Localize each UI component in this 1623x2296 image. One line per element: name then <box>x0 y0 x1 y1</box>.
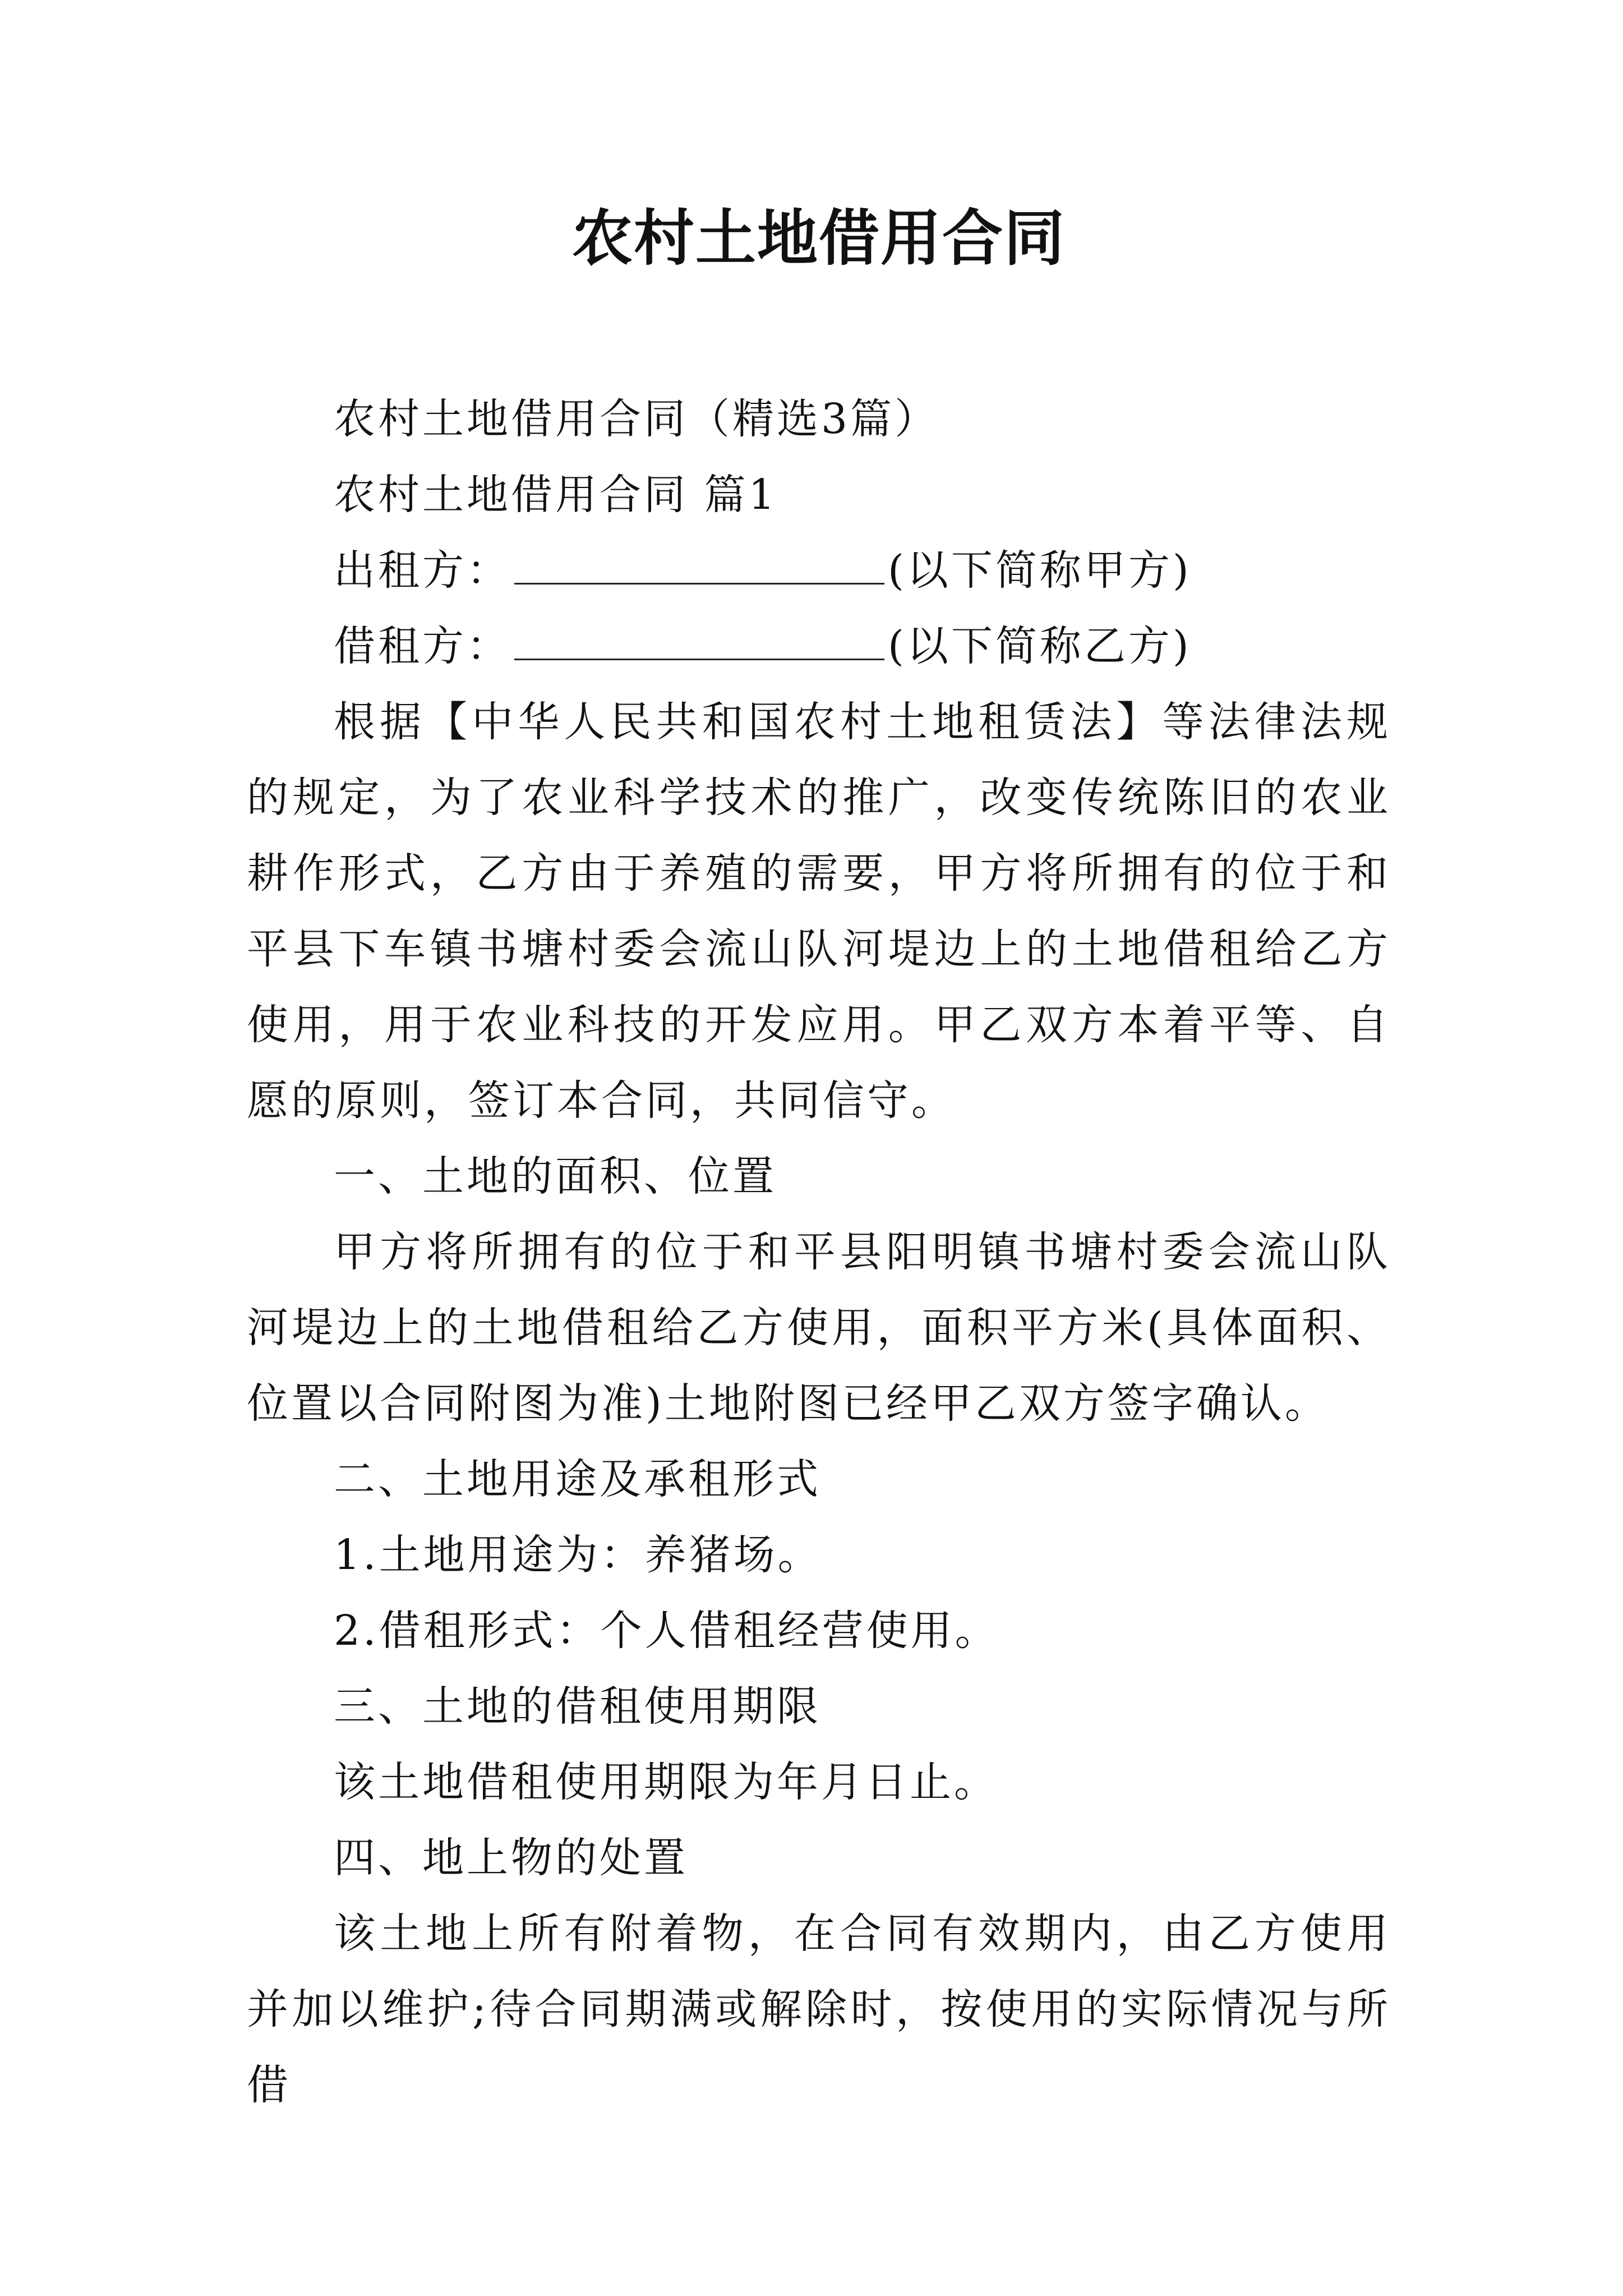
clause1-heading: 一、土地的面积、位置 <box>334 1152 777 1200</box>
document-title: 农村土地借用合同 <box>571 203 1066 274</box>
lessor-note: (以下简称甲方) <box>888 546 1192 595</box>
intro-paragraph: 根据【中华人民共和国农村土地租赁法】等法律法规的规定，为了农业科学技术的推广，改变传统陈旧的农业耕作形式，乙方由于养殖的需要，甲方将所拥有的位于和平县下车镇书塘村委会流山队河堤边上的土地借租给乙方使用，用于农业科技的开发应用。甲乙双方本着平等、自愿的原则，签订本合同，共同信守。 <box>247 698 1391 1125</box>
lessee-note: (以下简称乙方) <box>888 622 1192 670</box>
lessee-label: 借租方： <box>334 622 511 670</box>
lessor-blank <box>514 544 884 585</box>
clause4-heading: 四、地上物的处置 <box>334 1834 688 1882</box>
clause1-text: 甲方将所拥有的位于和平县阳明镇书塘村委会流山队河堤边上的土地借租给乙方使用，面积平方米(具体面积、位置以合同附图为准)土地附图已经甲乙双方签字确认。 <box>247 1228 1391 1428</box>
section-heading: 农村土地借用合同 篇1 <box>334 471 778 519</box>
clause3-heading: 三、土地的借租使用期限 <box>334 1682 821 1731</box>
clause2-item1: 1.土地用途为：养猪场。 <box>334 1531 822 1579</box>
clause2-heading: 二、土地用途及承租形式 <box>334 1455 821 1503</box>
lessee-blank <box>514 619 884 660</box>
lessor-label: 出租方： <box>334 546 511 595</box>
document-body <box>247 381 1391 2123</box>
lessor-line <box>247 533 1391 609</box>
clause4-text: 该土地上所有附着物，在合同有效期内，由乙方使用并加以维护;待合同期满或解除时，按使用的实际情况与所借 <box>247 1910 1391 2109</box>
clause2-item2: 2.借租形式：个人借租经营使用。 <box>334 1607 999 1655</box>
subtitle: 农村土地借用合同（精选3篇） <box>334 395 939 443</box>
clause3-text: 该土地借租使用期限为年月日止。 <box>334 1758 998 1806</box>
lessee-line <box>247 609 1391 684</box>
